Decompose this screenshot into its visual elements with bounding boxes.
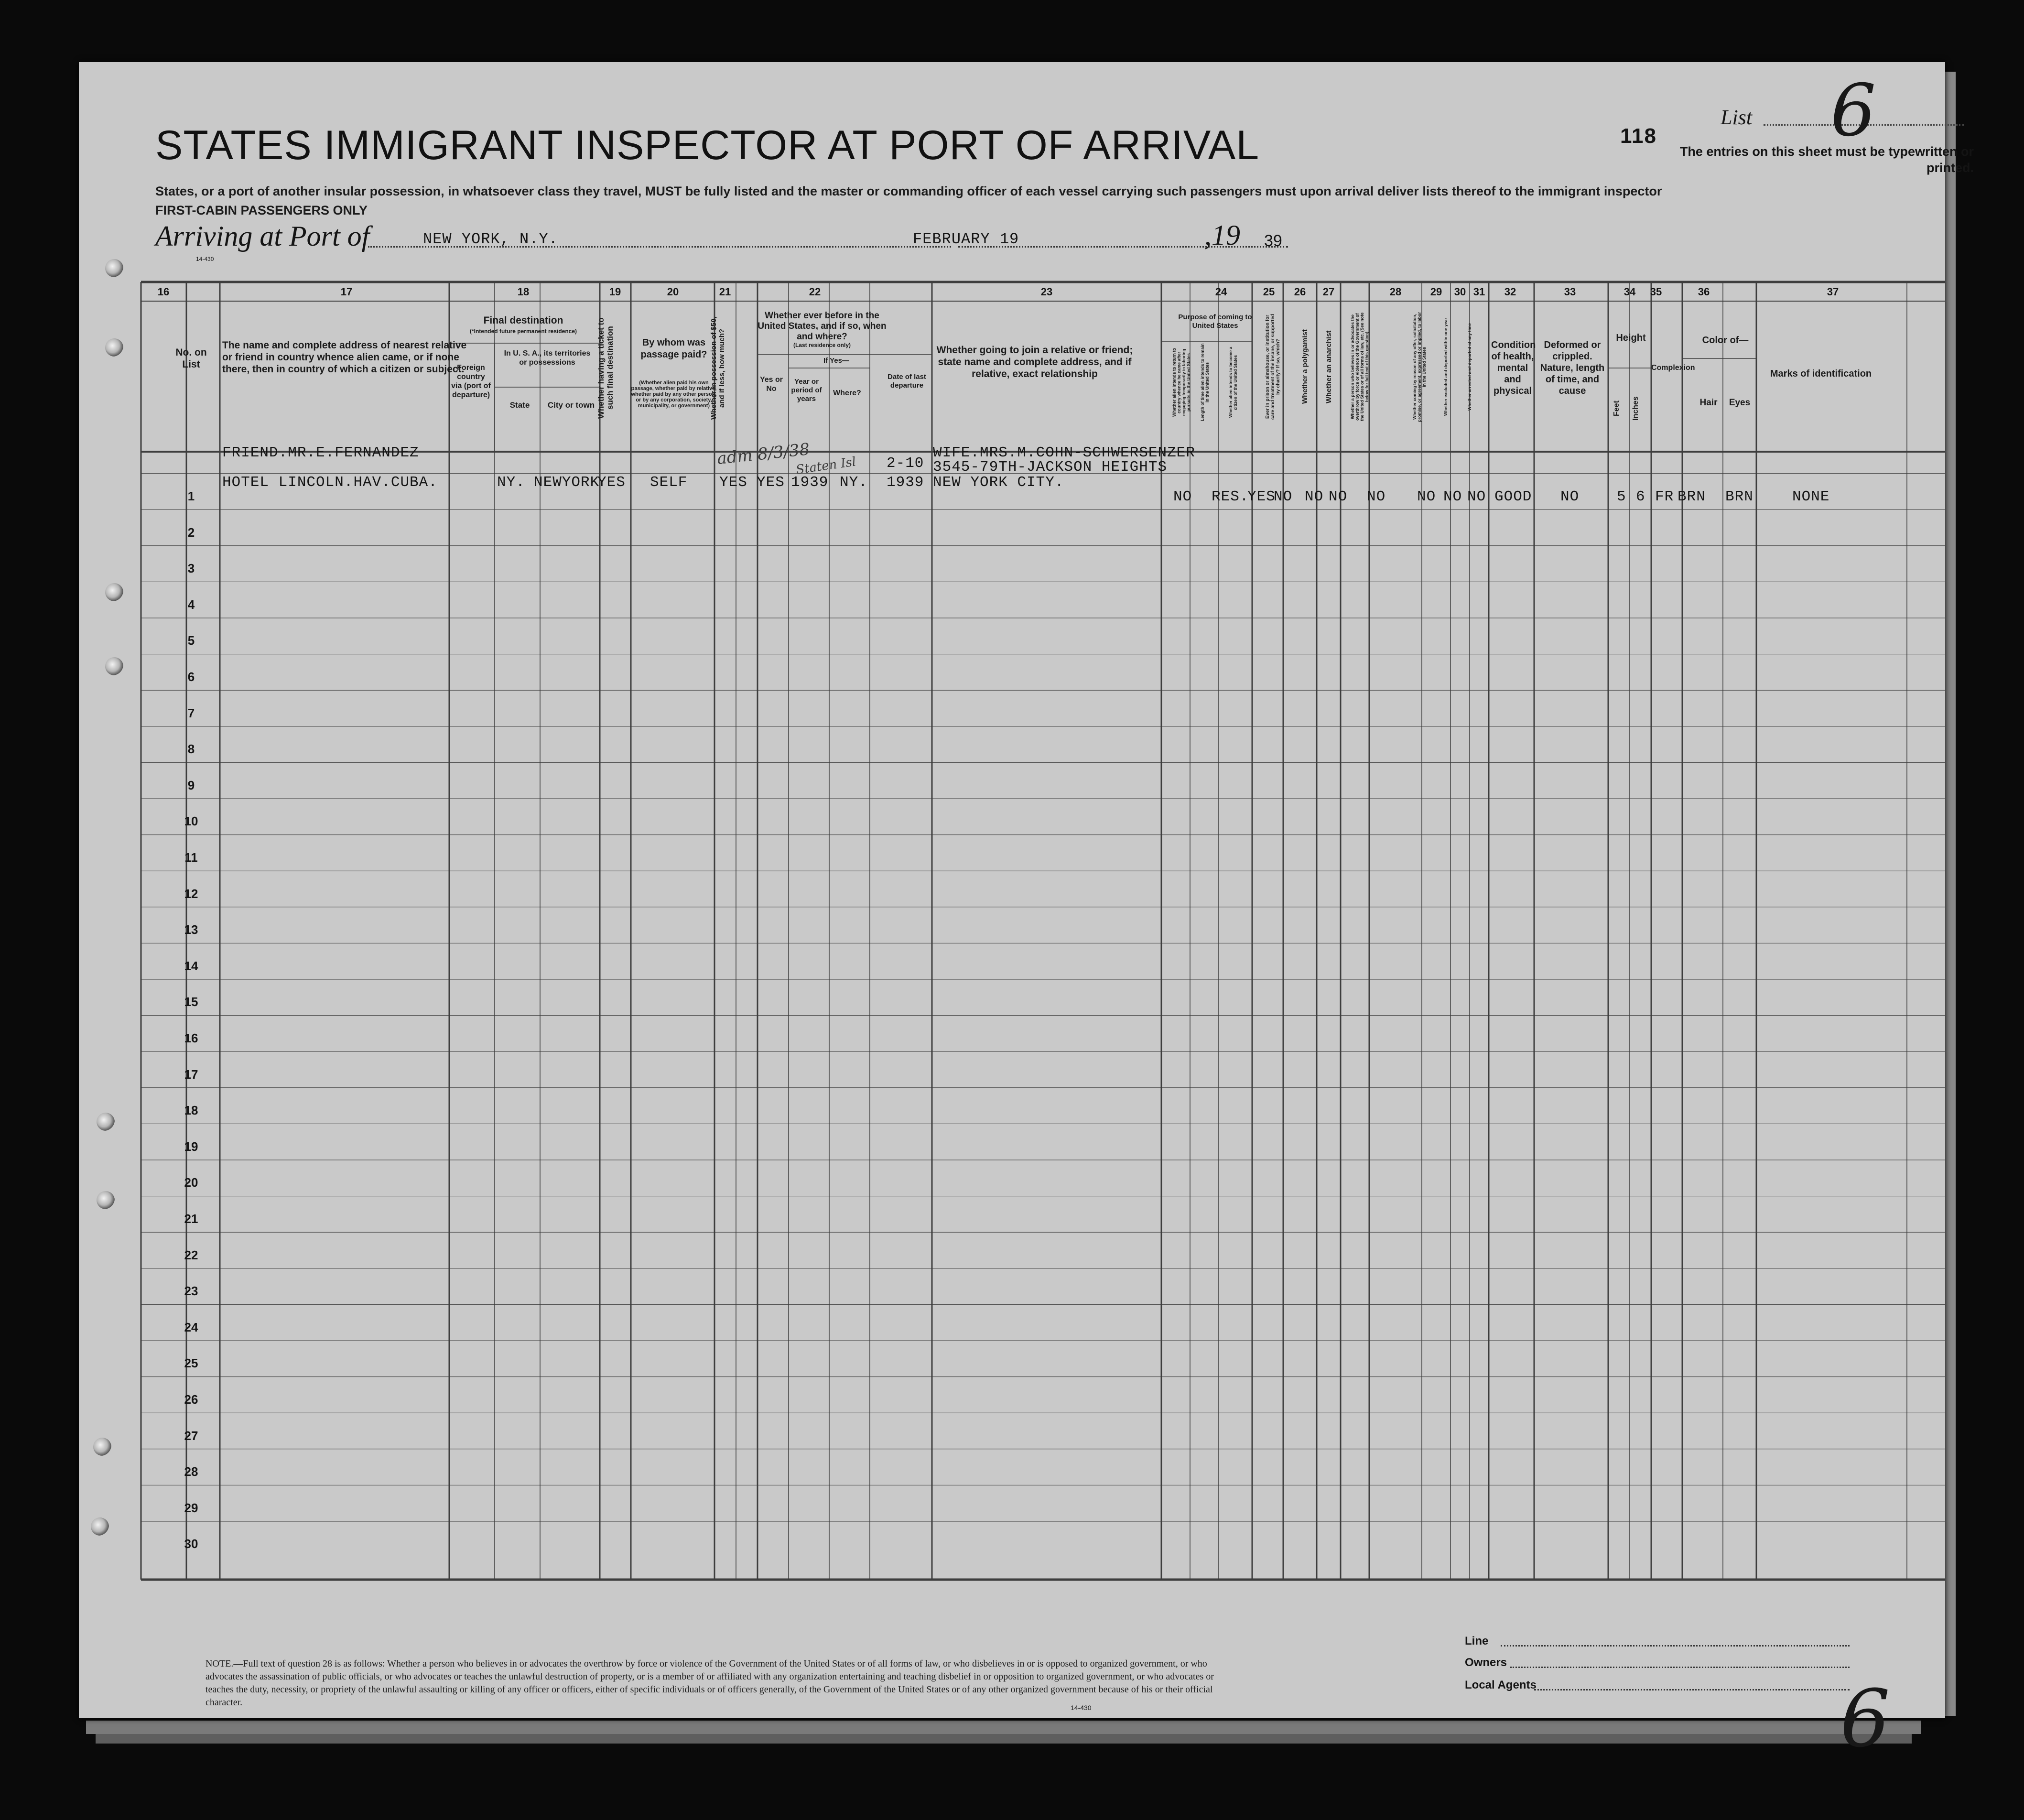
header-city: City or town <box>547 401 595 410</box>
column-number: 37 <box>1827 286 1839 298</box>
column-number: 22 <box>809 286 821 298</box>
header-color-of: Color of— <box>1702 335 1749 346</box>
local-agents-label: Local Agents <box>1465 1679 1537 1691</box>
column-number: 34 <box>1624 286 1636 298</box>
column-number: 33 <box>1564 286 1576 298</box>
row-number: 10 <box>184 814 198 829</box>
header-complexion: Complexion <box>1651 364 1695 372</box>
entry-return-intent: NO <box>1173 488 1192 505</box>
port-value: NEW YORK, N.Y. <box>423 230 558 248</box>
handwritten-annotation-2: Staten Isl <box>795 455 857 477</box>
header-ever-before: Whether ever before in the United States, and if so, when and where? <box>758 311 887 342</box>
entry-health: GOOD <box>1494 488 1532 505</box>
handwritten-annotation: adm 8/3/38 <box>716 439 811 469</box>
binder-hole <box>105 338 123 357</box>
row-number: 18 <box>184 1103 198 1118</box>
header-purpose: Purpose of coming to United States <box>1178 313 1252 330</box>
row-number: 19 <box>184 1139 198 1154</box>
entry-year: 1939 <box>791 474 829 491</box>
sheet-edge <box>1945 72 1956 1716</box>
header-fifty-dollars: Whether in possession of $50, and if less, how much? <box>710 316 726 420</box>
entry-joining-relationship: WIFE.MRS.M.COHN-SCHWERSENZER <box>933 444 1195 461</box>
row-number: 30 <box>184 1537 198 1551</box>
row-number: 21 <box>184 1212 198 1226</box>
header-height: Height <box>1616 333 1646 343</box>
entry-deported: NO <box>1467 488 1486 505</box>
row-number: 25 <box>184 1356 198 1371</box>
sheet-edge <box>86 1721 1921 1734</box>
column-number: 23 <box>1040 286 1053 298</box>
header-final-destination-note: (*Intended future permanent residence) <box>469 328 577 335</box>
header-date-last-departure: Date of last departure <box>888 373 926 390</box>
owners-label: Owners <box>1465 1656 1507 1669</box>
column-number: 31 <box>1473 286 1485 298</box>
row-number: 1 <box>187 489 195 503</box>
header-eyes: Eyes <box>1729 398 1751 408</box>
row-number: 13 <box>184 922 198 937</box>
header-yes-or-no: Yes or No <box>759 376 783 393</box>
manifest-sheet <box>79 62 1974 1765</box>
line-label: Line <box>1465 1635 1489 1647</box>
row-number: 29 <box>184 1500 198 1515</box>
entry-where: NY. <box>840 474 868 491</box>
column-number: 32 <box>1504 286 1516 298</box>
header-hair: Hair <box>1699 398 1718 408</box>
row-number: 23 <box>184 1284 198 1299</box>
header-prison: Ever in prison or almshouse, or institution for care and treatment of the insane, or supported by charity? If so, which? <box>1265 314 1281 420</box>
column-number: 29 <box>1430 286 1442 298</box>
form-number-bottom: 14-430 <box>1071 1704 1092 1712</box>
header-ever-before-note: (Last residence only) <box>793 342 851 348</box>
row-number: 11 <box>184 850 198 865</box>
binder-hole <box>105 583 123 601</box>
entry-anarchist: NO <box>1329 488 1348 505</box>
row-number: 24 <box>184 1320 198 1334</box>
column-number: 19 <box>609 286 621 298</box>
year-prefix: ,19 <box>1204 219 1240 251</box>
entry-length-of-stay: RES. <box>1212 488 1249 505</box>
header-inches: Inches <box>1632 396 1640 421</box>
handwritten-list-number: 6 <box>1840 1673 1890 1765</box>
page-number: 118 <box>1620 124 1657 148</box>
entry-relative-name: FRIEND.MR.E.FERNANDEZ <box>222 444 419 461</box>
row-number: 7 <box>187 705 195 720</box>
header-state: State <box>509 401 530 410</box>
column-number: 26 <box>1294 286 1306 298</box>
row-number: 16 <box>184 1031 198 1045</box>
entry-state: NY. <box>497 474 525 491</box>
entry-contract-labor: NO <box>1417 488 1436 505</box>
header-deformed: Deformed or crippled. Nature, length of time, and cause <box>1540 340 1605 396</box>
year-suffix: 39 <box>1264 232 1282 250</box>
header-contract-labor: Whether coming by reason of any offer, solicitation, promise, or agreement, expressed or implied, to labor in the United States <box>1412 312 1427 422</box>
entry-joining-city: NEW YORK CITY. <box>933 474 1064 491</box>
entry-city: NEWYORK <box>534 474 600 491</box>
list-number: 6 <box>1830 69 1876 152</box>
entry-complexion: FR <box>1655 488 1674 505</box>
header-passage-paid: By whom was passage paid? <box>640 337 707 360</box>
entry-excluded: NO <box>1443 488 1462 505</box>
entry-hair: BRN <box>1678 488 1706 505</box>
header-marks: Marks of identification <box>1770 368 1872 379</box>
entry-ticket: YES <box>597 474 626 491</box>
form-number-top: 14-430 <box>196 256 214 262</box>
row-number: 14 <box>184 958 198 973</box>
list-label: List <box>1721 106 1753 129</box>
entries-note: The entries on this sheet must be typewritten or printed. <box>1679 144 1974 175</box>
owners-dotted-line <box>1510 1667 1850 1668</box>
agents-dotted-line <box>1534 1689 1850 1690</box>
entry-feet: 5 <box>1617 488 1626 505</box>
entry-departure-date: 2-10 <box>887 455 924 472</box>
header-in-usa: In U. S. A., its territories or possessions <box>504 349 591 367</box>
entry-joining-address: 3545-79TH-JACKSON HEIGHTS <box>933 459 1168 476</box>
column-number: 35 <box>1650 286 1662 298</box>
column-number: 36 <box>1698 286 1710 298</box>
manifest-grid <box>79 62 1945 1718</box>
entry-marks: NONE <box>1792 488 1830 505</box>
row-number: 8 <box>187 742 195 757</box>
row-number: 6 <box>187 670 195 684</box>
column-number: 17 <box>340 286 353 298</box>
header-polygamist: Whether a polygamist <box>1301 329 1309 404</box>
entry-inches: 6 <box>1636 488 1645 505</box>
row-number: 3 <box>187 561 195 576</box>
entry-prison: NO <box>1274 488 1293 505</box>
binder-hole <box>97 1191 115 1209</box>
header-health: Condition of health, mental and physical <box>1491 340 1536 396</box>
row-number: 9 <box>187 778 195 792</box>
row-number: 26 <box>184 1392 198 1407</box>
sheet-edge <box>96 1734 1912 1744</box>
header-relative-address: The name and complete address of nearest relative or friend in country whence alien came, or if none there, then in country of which a citizen or subject. <box>222 340 467 375</box>
row-number: 27 <box>184 1428 198 1443</box>
entry-departure-year: 1939 <box>887 474 924 491</box>
header-going-to-join: Whether going to join a relative or friend; state name and complete address, and if relative, exact relationship <box>936 345 1133 379</box>
entry-deformed: NO <box>1560 488 1580 505</box>
column-number: 20 <box>667 286 679 298</box>
row-number: 4 <box>187 597 195 612</box>
header-foreign-country: Foreign country via (port of departure) <box>451 364 491 399</box>
column-number: 25 <box>1263 286 1275 298</box>
binder-hole <box>91 1517 109 1536</box>
entry-been-before: YES <box>757 474 785 491</box>
header-question-28: Whether a person who believes in or advocates the overthrow by force or violence of the Government of the United States or of all forms of law, etc. (See note below for full text of this question) <box>1350 312 1369 422</box>
header-return-intent: Whether alien intends to return to country whence he came after engaging temporarily in laboring pursuits in the United States <box>1172 348 1191 417</box>
column-number: 16 <box>157 286 170 298</box>
entry-polygamist: NO <box>1305 488 1324 505</box>
binder-hole <box>105 657 123 675</box>
binder-hole <box>93 1438 111 1456</box>
row-number: 15 <box>184 995 198 1009</box>
header-excluded: Whether excluded and deported within one year <box>1443 317 1448 416</box>
column-number: 21 <box>719 286 731 298</box>
header-anarchist: Whether an anarchist <box>1325 330 1333 403</box>
row-number: 12 <box>184 886 198 901</box>
header-ticket: Whether having a ticket to such final destination <box>596 317 615 419</box>
header-no-on-list: No. on List <box>175 347 207 370</box>
entry-eyes: BRN <box>1725 488 1753 505</box>
row-number: 5 <box>187 633 195 648</box>
header-feet: Feet <box>1613 401 1621 417</box>
instruction-line: States, or a port of another insular possession, in whatsoever class they travel, MUST be fully listed and the master or commanding officer of each vessel carrying such passengers must upon arrival deliver lists thereof to the immigrant inspector <box>155 184 1662 198</box>
header-final-destination: Final destination <box>483 315 563 326</box>
row-number: 17 <box>184 1067 198 1082</box>
question-28-note: NOTE.—Full text of question 28 is as follows: Whether a person who believes in or advocates the overthrow by force or violence of the Government of the United States or of all forms of law, or who disbelieves in or is opposed to organized government, or who advocates the assassination of public officials, or who advocates or teaches the unlawful destruction of property, or is a member of or affiliated with any organization entertaining and teaching disbelief in or opposition to organized government, or who advocates or teaches the duty, necessity, or propriety of the unlawful assaulting or killing of any officer or officers, either of specific individuals or of officers generally, of the Government of the United States or of any other organized government because of his or their official character. <box>206 1658 1214 1708</box>
column-number: 30 <box>1454 286 1466 298</box>
form-title: STATES IMMIGRANT INSPECTOR AT PORT OF ARRIVAL <box>155 122 1260 168</box>
header-year-period: Year or period of years <box>791 378 822 403</box>
header-deported: Whether arrested and deported at any time <box>1467 323 1472 411</box>
entry-money: YES <box>719 474 747 491</box>
row-number: 20 <box>184 1175 198 1190</box>
line-dotted-line <box>1501 1645 1850 1647</box>
header-where: Where? <box>833 389 861 397</box>
binder-hole <box>97 1113 115 1131</box>
arriving-label: Arriving at Port of <box>155 220 370 252</box>
column-number: 27 <box>1322 286 1335 298</box>
binder-hole <box>105 259 123 277</box>
column-number: 24 <box>1215 286 1227 298</box>
row-number: 22 <box>184 1247 198 1262</box>
class-line: FIRST-CABIN PASSENGERS ONLY <box>155 203 368 217</box>
entry-passage-paid-by: SELF <box>650 474 688 491</box>
column-number: 18 <box>517 286 530 298</box>
header-citizen-intent: Whether alien intends to become a citizen of the United States <box>1228 347 1238 418</box>
column-number: 28 <box>1389 286 1402 298</box>
row-number: 28 <box>184 1464 198 1479</box>
row-number: 2 <box>187 525 195 540</box>
entry-relative-address: HOTEL LINCOLN.HAV.CUBA. <box>222 474 438 491</box>
entry-question-28: NO <box>1367 488 1386 505</box>
entry-citizen-intent: YES <box>1247 488 1276 505</box>
header-length-of-stay: Length of time alien intends to remain in the United States <box>1200 343 1210 422</box>
date-value: FEBRUARY 19 <box>913 230 1019 248</box>
header-if-yes: If Yes— <box>823 357 849 365</box>
header-passage-note: (Whether alien paid his own passage, whether paid by relative, whether paid by any other person, or by any corporation, society, municipality, or government) <box>631 380 717 409</box>
